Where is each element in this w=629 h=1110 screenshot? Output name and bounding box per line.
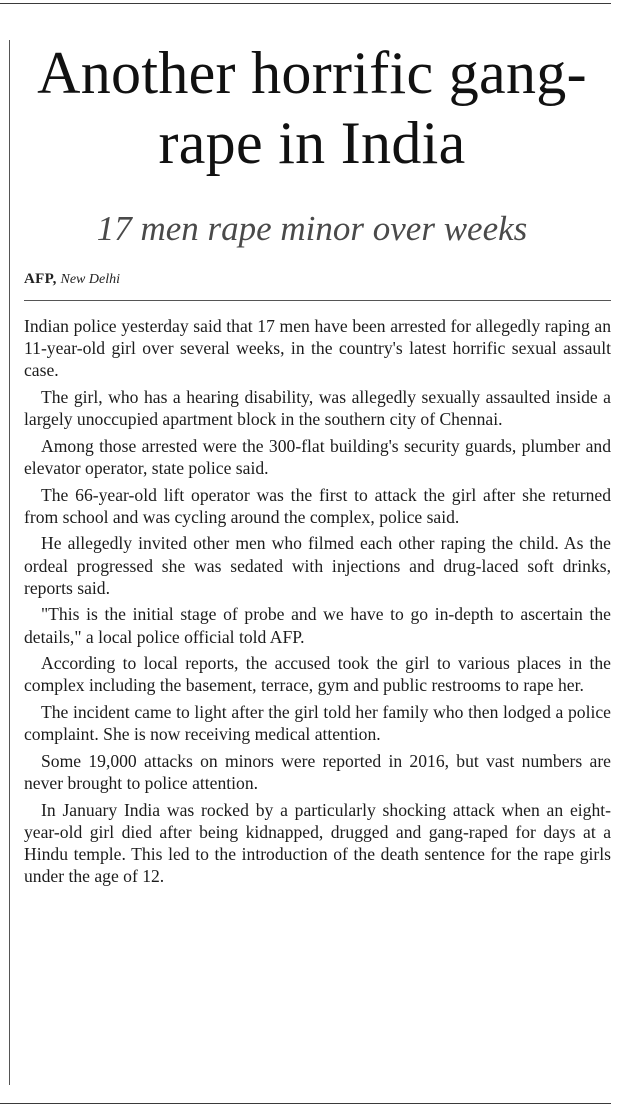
paragraph: Indian police yesterday said that 17 men have been arrested for allegedly raping an 11-year-old girl over several weeks, in the country's latest horrific sexual assault case. — [24, 316, 611, 381]
dateline-rule — [24, 300, 611, 301]
dateline-location: New Delhi — [60, 272, 120, 287]
top-rule — [0, 3, 611, 4]
paragraph: The girl, who has a hearing disability, was allegedly sexually assaulted inside a largely unoccupied apartment block in the southern city of Chennai. — [24, 387, 611, 430]
paragraph: "This is the initial stage of probe and we have to go in-depth to ascertain the details," a local police official told AFP. — [24, 604, 611, 647]
paragraph: He allegedly invited other men who filmed each other raping the child. As the ordeal progressed she was sedated with injections and drug-laced soft drinks, reports said. — [24, 533, 611, 598]
subheadline: 17 men rape minor over weeks — [96, 209, 528, 248]
bottom-rule — [0, 1103, 611, 1104]
paragraph: The incident came to light after the girl told her family who then lodged a police complaint. She is now receiving medical attention. — [24, 701, 611, 745]
headline: Another horrific gang-rape in India — [37, 40, 587, 176]
column-rule — [9, 40, 10, 1085]
paragraph: In January India was rocked by a particularly shocking attack when an eight-year-old girl died after being kidnapped, drugged and gang-raped for days at a Hindu temple. This led to the introduction of the death sentence for the rape girls under the age of 12. — [24, 799, 611, 887]
paragraph: Among those arrested were the 300-flat building's security guards, plumber and elevator operator, state police said. — [24, 435, 611, 478]
paragraph: According to local reports, the accused took the girl to various places in the complex including the basement, terrace, gym and public restrooms to rape her. — [24, 653, 611, 696]
paragraph: The 66-year-old lift operator was the first to attack the girl after she returned from school and was cycling around the complex, police said. — [24, 484, 611, 527]
dateline — [24, 269, 120, 290]
paragraph: Some 19,000 attacks on minors were reported in 2016, but vast numbers are never brought to police attention. — [24, 750, 611, 793]
agency-credit: AFP, — [24, 271, 57, 287]
article-body — [24, 315, 611, 892]
